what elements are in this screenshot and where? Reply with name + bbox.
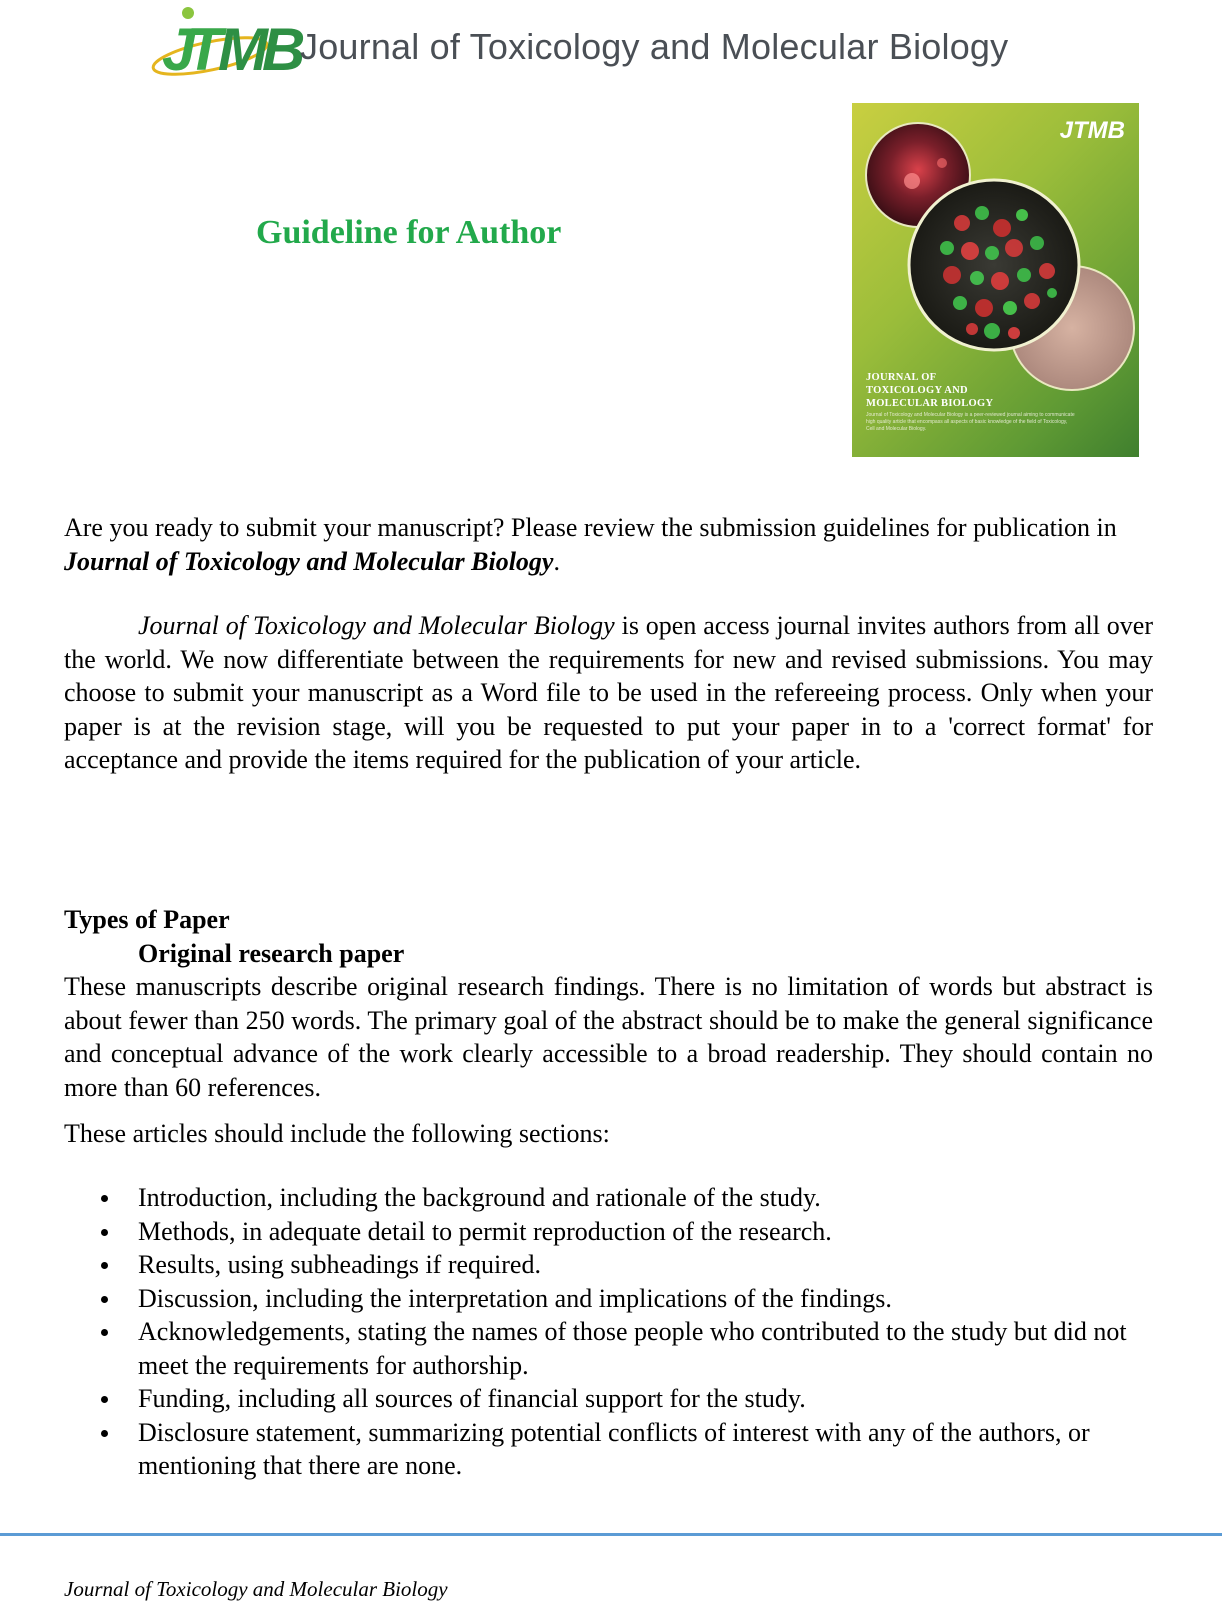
list-item-text: Methods, in adequate detail to permit reproduction of the research.: [138, 1216, 832, 1246]
journal-cover-image: [852, 103, 1139, 457]
jtmb-logo-icon: [148, 4, 306, 83]
list-item-text: Introduction, including the background and rationale of the study.: [138, 1183, 821, 1212]
list-item: [64, 1181, 1168, 1215]
cover-title: [866, 371, 993, 410]
intro-text-end: .: [553, 546, 560, 576]
page-title: Guideline for Author: [256, 214, 562, 251]
journal-header: [148, 4, 1009, 83]
list-item-text: Disclosure statement, summarizing potential conflicts of interest with any of the authors, or mentioning that there are none.: [138, 1417, 1090, 1480]
list-item: [64, 1215, 1168, 1249]
bullet-icon: [101, 1296, 108, 1303]
original-research-description: These manuscripts describe original research findings. There is no limitation of words but abstract is about fewer than 250 words. The primary goal of the abstract should be to make the general significance and conceptual advance of the work clearly accessible to a broad readership. They should contain no more than 60 references.: [64, 972, 1153, 1102]
bullet-icon: [101, 1396, 108, 1403]
list-item: [64, 1382, 1168, 1416]
list-item-text: Funding, including all sources of financial support for the study.: [138, 1384, 806, 1413]
intro-paragraph: [64, 511, 1153, 578]
bullet-icon: [101, 1329, 108, 1336]
cover-title-line: TOXICOLOGY AND: [866, 385, 968, 396]
cover-title-line: JOURNAL OF: [866, 372, 937, 383]
open-access-paragraph: [64, 609, 1153, 777]
svg-text:B: B: [262, 16, 306, 83]
sections-intro: These articles should include the following sections:: [64, 1119, 610, 1148]
intro-text: Are you ready to submit your manuscript? Please review the submission guidelines for publication in: [64, 513, 1117, 542]
list-item-text: Discussion, including the interpretation and implications of the findings.: [138, 1283, 892, 1313]
bullet-icon: [101, 1262, 108, 1269]
list-item-text: Results, using subheadings if required.: [138, 1250, 541, 1279]
bullet-icon: [101, 1430, 108, 1437]
required-sections-list: [64, 1181, 1153, 1483]
types-of-paper-heading: Types of Paper: [64, 905, 230, 934]
list-item-text: Acknowledgements, stating the names of those people who contributed to the study but did not meet the requirements for authorship.: [138, 1317, 1127, 1380]
list-item: [64, 1282, 1168, 1316]
journal-header-title: Journal of Toxicology and Molecular Biology: [300, 26, 1009, 67]
svg-text:T: T: [186, 16, 223, 83]
paragraph-journal-name: Journal of Toxicology and Molecular Biology: [138, 611, 615, 640]
footer-journal-name: Journal of Toxicology and Molecular Biology: [64, 1577, 448, 1601]
svg-text:M: M: [218, 16, 268, 83]
cover-title-line: MOLECULAR BIOLOGY: [866, 398, 994, 409]
footer-divider: [0, 1533, 1222, 1536]
svg-text:J: J: [162, 16, 196, 83]
open-access-text: is open access journal invites authors from all over the world. We now differentiate between the requirements for new and revised submissions. You may choose to submit your manuscript as a Word file to be used in the refereeing process. Only when your paper is at the revision stage, will you be requested to put your paper in to a 'correct format' for acceptance and provide the items required for the publication of your article.: [64, 611, 1153, 774]
intro-journal-name: Journal of Toxicology and Molecular Biology: [64, 546, 554, 576]
original-research-subheading: Original research paper: [138, 939, 405, 968]
bullet-icon: [101, 1229, 108, 1236]
bullet-icon: [101, 1195, 108, 1202]
list-item: [64, 1248, 1168, 1282]
cover-logo: JTMB: [1059, 117, 1125, 144]
list-item: [64, 1315, 1168, 1382]
cover-blurb: Journal of Toxicology and Molecular Biology is a peer-reviewed journal aiming to communicate high quality article that encompass all aspects of basic knowledge of the field of Toxicology, Cell and Molecular Biology.: [866, 412, 1075, 432]
list-item: [64, 1416, 1168, 1483]
